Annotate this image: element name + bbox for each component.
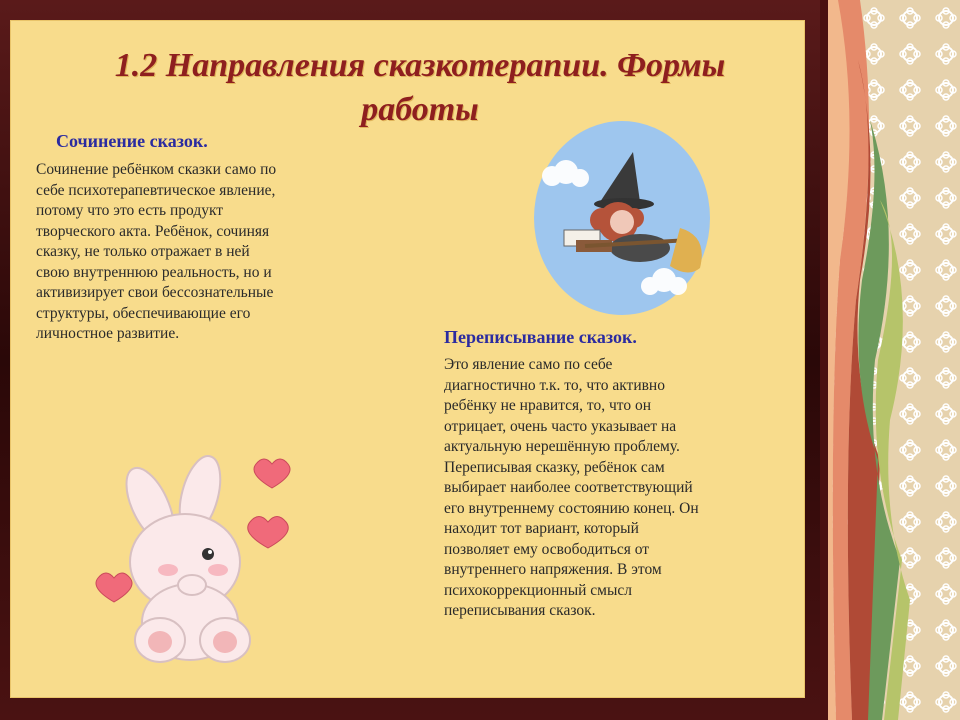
text-composing-tales: Сочинение ребёнком сказки само по себе психотерапевтическое явление, потому что это есть продукт творческого акта. Ребёнок, сочиняя сказку, не только отражает в ней свою внутреннюю реальность, но и активизирует свои бессознательные структуры, обеспечивающие его личностное развитие. <box>36 161 277 342</box>
decorative-curtain-strip <box>820 0 960 720</box>
witch-illustration <box>530 118 715 323</box>
bunny-illustration <box>90 450 310 675</box>
heading-composing-tales: Сочинение сказок. <box>56 131 208 151</box>
slide-title-line-1: 1.2 Направления сказкотерапии. Формы <box>114 47 726 84</box>
curtain-pattern-image <box>820 0 960 720</box>
witch-on-broom-image <box>530 118 715 318</box>
bunny-with-hearts-image <box>90 450 310 670</box>
heading-rewriting-tales: Переписывание сказок. <box>444 327 637 347</box>
text-rewriting-tales: Это явление само по себе диагностично т.к. то, что активно ребёнку не нравится, то, что он отрицает, очень часто указывает на актуальную нерешённую проблему. Переписывая сказку, ребёнок сам выбирает наиболее соответствующий его внутреннему состоянию конец. Он находит тот вариант, который позволяет ему освободиться от внутреннего напряжения. В этом психокоррекционный смысл переписывания сказок. <box>444 356 699 619</box>
slide-title-line-2: работы <box>361 91 479 128</box>
